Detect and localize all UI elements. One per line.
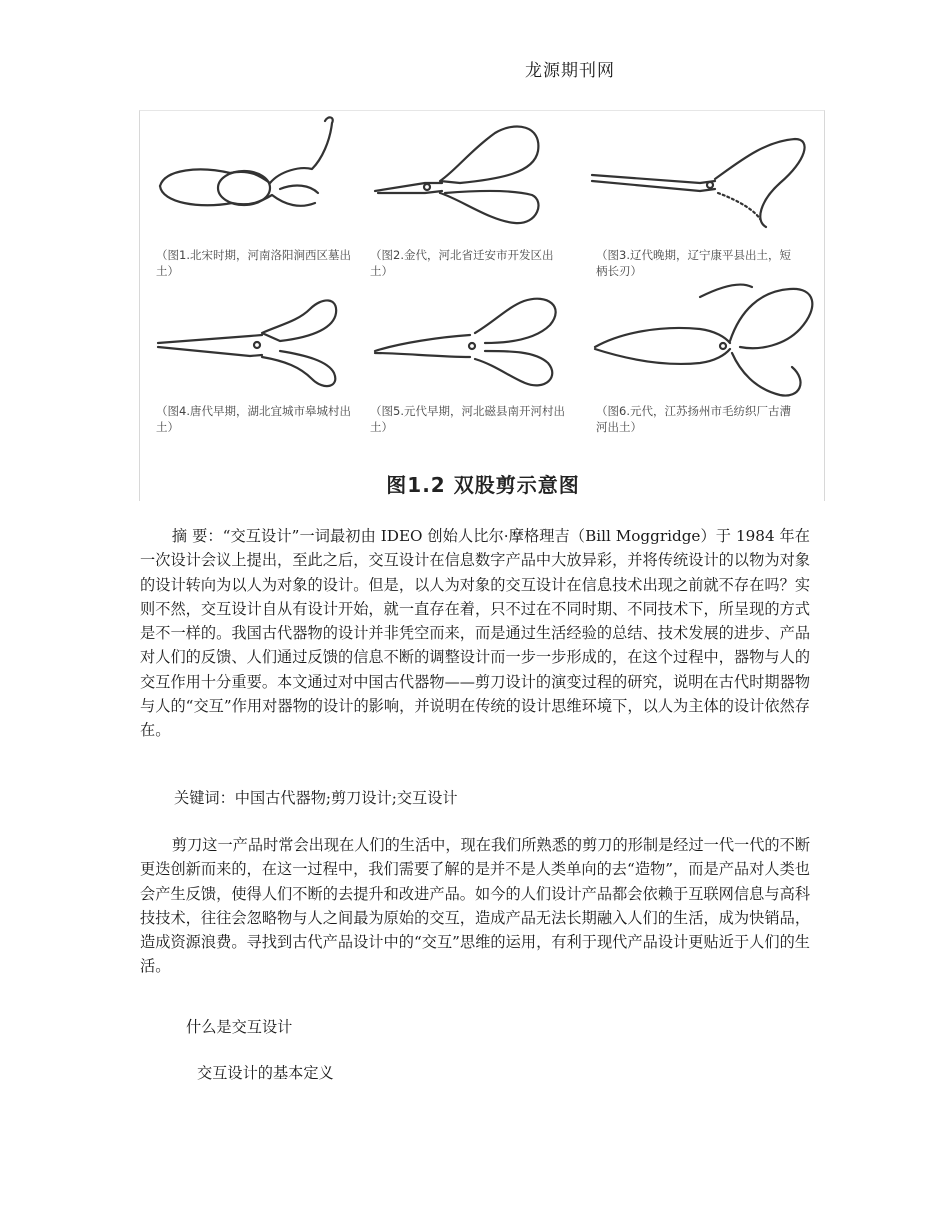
- scissors-drawing-5: [375, 299, 556, 386]
- section-heading: 什么是交互设计: [186, 1018, 293, 1036]
- figure-caption-5: （图5.元代早期，河北磁县南开河村出土）: [370, 404, 565, 434]
- figure-title: 图1.2 双股剪示意图: [386, 473, 580, 497]
- subsection-heading: 交互设计的基本定义: [197, 1064, 334, 1082]
- figure-caption-1: （图1.北宋时期，河南洛阳涧西区墓出土）: [156, 248, 351, 278]
- scissors-drawing-3: [592, 139, 805, 227]
- scissors-figure: [139, 110, 825, 501]
- figure-caption-4: （图4.唐代早期，湖北宜城市皋城村出土）: [156, 404, 351, 434]
- figure-caption-3: （图3.辽代晚期，辽宁康平县出土，短柄长刃）: [596, 248, 791, 278]
- body-paragraph: 剪刀这一产品时常会出现在人们的生活中，现在我们所熟悉的剪刀的形制是经过一代一代的不断更迭创新而来的，在这一过程中，我们需要了解的是并不是人类单向的去“造物”，而是产品对人类也会产生反馈，使得人们不断的去提升和改进产品。如今的人们设计产品都会依赖于互联网信息与高科技技术，往往会忽略物与人之间最为原始的交互，造成产品无法长期融入人们的生活，成为快销品，造成资源浪费。寻找到古代产品设计中的“交互”思维的运用，有利于现代产品设计更贴近于人们的生活。: [140, 836, 810, 976]
- scissors-drawing-1: [160, 117, 333, 205]
- keywords-line: 关键词：中国古代器物;剪刀设计;交互设计: [174, 789, 458, 807]
- figure-caption-6: （图6.元代，江苏扬州市毛纺织厂古漕河出土）: [596, 404, 791, 434]
- scissors-drawing-2: [375, 127, 538, 224]
- site-header: 龙源期刊网: [525, 61, 615, 81]
- abstract-paragraph: 摘 要：“交互设计”一词最初由 IDEO 创始人比尔·摩格理吉（Bill Moggridge）于 1984 年在一次设计会议上提出，至此之后，交互设计在信息数字产品中大放异彩，并将传统设计的以物为对象的设计转向为以人为对象的设计。但是，以人为对象的交互设计在信息技术出现之前就不存在吗？实则不然，交互设计自从有设计开始，就一直存在着，只不过在不同时期、不同技术下，所呈现的方式是不一样的。我国古代器物的设计并非凭空而来，而是通过生活经验的总结、技术发展的进步、产品对人们的反馈、人们通过反馈的信息不断的调整设计而一步一步形成的，在这个过程中，器物与人的交互作用十分重要。本文通过对中国古代器物——剪刀设计的演变过程的研究，说明在古代时期器物与人的“交互”作用对器物的设计的影响，并说明在传统的设计思维环境下，以人为主体的设计依然存在。: [140, 527, 810, 740]
- scissors-illustrations: [140, 111, 826, 502]
- scissors-drawing-6: [595, 285, 812, 396]
- figure-caption-2: （图2.金代，河北省迁安市开发区出土）: [370, 248, 554, 278]
- scissors-drawing-4: [158, 300, 336, 386]
